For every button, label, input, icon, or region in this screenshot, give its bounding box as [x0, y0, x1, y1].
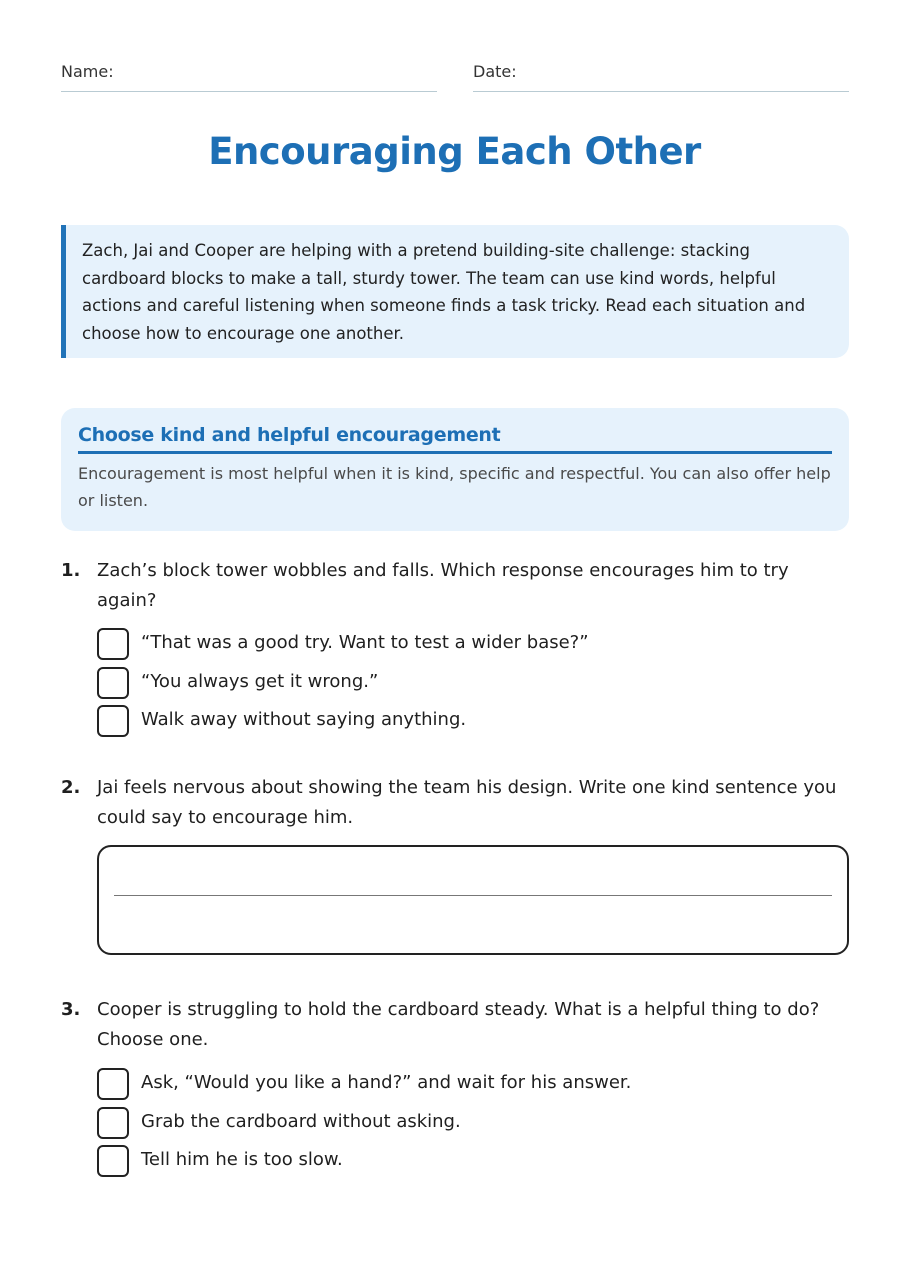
- option-label: Walk away without saying anything.: [141, 709, 467, 730]
- header-fields: [61, 62, 849, 92]
- option-label: Grab the cardboard without asking.: [141, 1111, 461, 1132]
- checkbox[interactable]: [97, 1068, 129, 1100]
- name-field[interactable]: [61, 62, 437, 92]
- option-3c[interactable]: [97, 1145, 837, 1177]
- option-3b[interactable]: [97, 1107, 837, 1139]
- option-label: “That was a good try. Want to test a wider base?”: [141, 632, 589, 653]
- date-field[interactable]: [473, 62, 849, 92]
- tip-panel: [61, 408, 849, 531]
- tip-text: Encouragement is most helpful when it is kind, specific and respectful. You can also offer help or listen.: [78, 464, 831, 510]
- worksheet-title: Encouraging Each Other: [208, 130, 701, 173]
- checkbox[interactable]: [97, 1145, 129, 1177]
- checkbox[interactable]: [97, 667, 129, 699]
- option-1c[interactable]: [97, 705, 837, 737]
- question-number: 2.: [61, 777, 81, 798]
- option-label: Ask, “Would you like a hand?” and wait for his answer.: [141, 1072, 632, 1093]
- option-1b[interactable]: [97, 667, 837, 699]
- question-number: 3.: [61, 999, 81, 1020]
- checkbox[interactable]: [97, 628, 129, 660]
- option-1a[interactable]: [97, 628, 837, 660]
- name-label: Name:: [61, 62, 114, 81]
- option-3a[interactable]: [97, 1068, 837, 1100]
- checkbox[interactable]: [97, 705, 129, 737]
- answer-line: [114, 895, 832, 896]
- question-1: [61, 556, 849, 741]
- date-label: Date:: [473, 62, 517, 81]
- question-text: Zach’s block tower wobbles and falls. Which response encourages him to try again?: [97, 560, 789, 611]
- answer-box[interactable]: [97, 845, 849, 955]
- tip-heading: Choose kind and helpful encouragement: [78, 424, 832, 454]
- question-2: [61, 773, 849, 835]
- option-label: Tell him he is too slow.: [141, 1149, 343, 1170]
- intro-panel: Zach, Jai and Cooper are helping with a pretend building-site challenge: stacking cardboard blocks to make a tall, sturdy tower. The team can use kind words, helpful actions and careful listening when someone finds a task tricky. Read each situation and choose how to encourage one another.: [61, 225, 849, 358]
- checkbox[interactable]: [97, 1107, 129, 1139]
- question-text: Jai feels nervous about showing the team his design. Write one kind sentence you could say to encourage him.: [97, 777, 837, 828]
- option-label: “You always get it wrong.”: [141, 671, 379, 692]
- question-3: [61, 995, 849, 1180]
- question-text: Cooper is struggling to hold the cardboard steady. What is a helpful thing to do? Choose one.: [97, 999, 820, 1050]
- question-number: 1.: [61, 560, 81, 581]
